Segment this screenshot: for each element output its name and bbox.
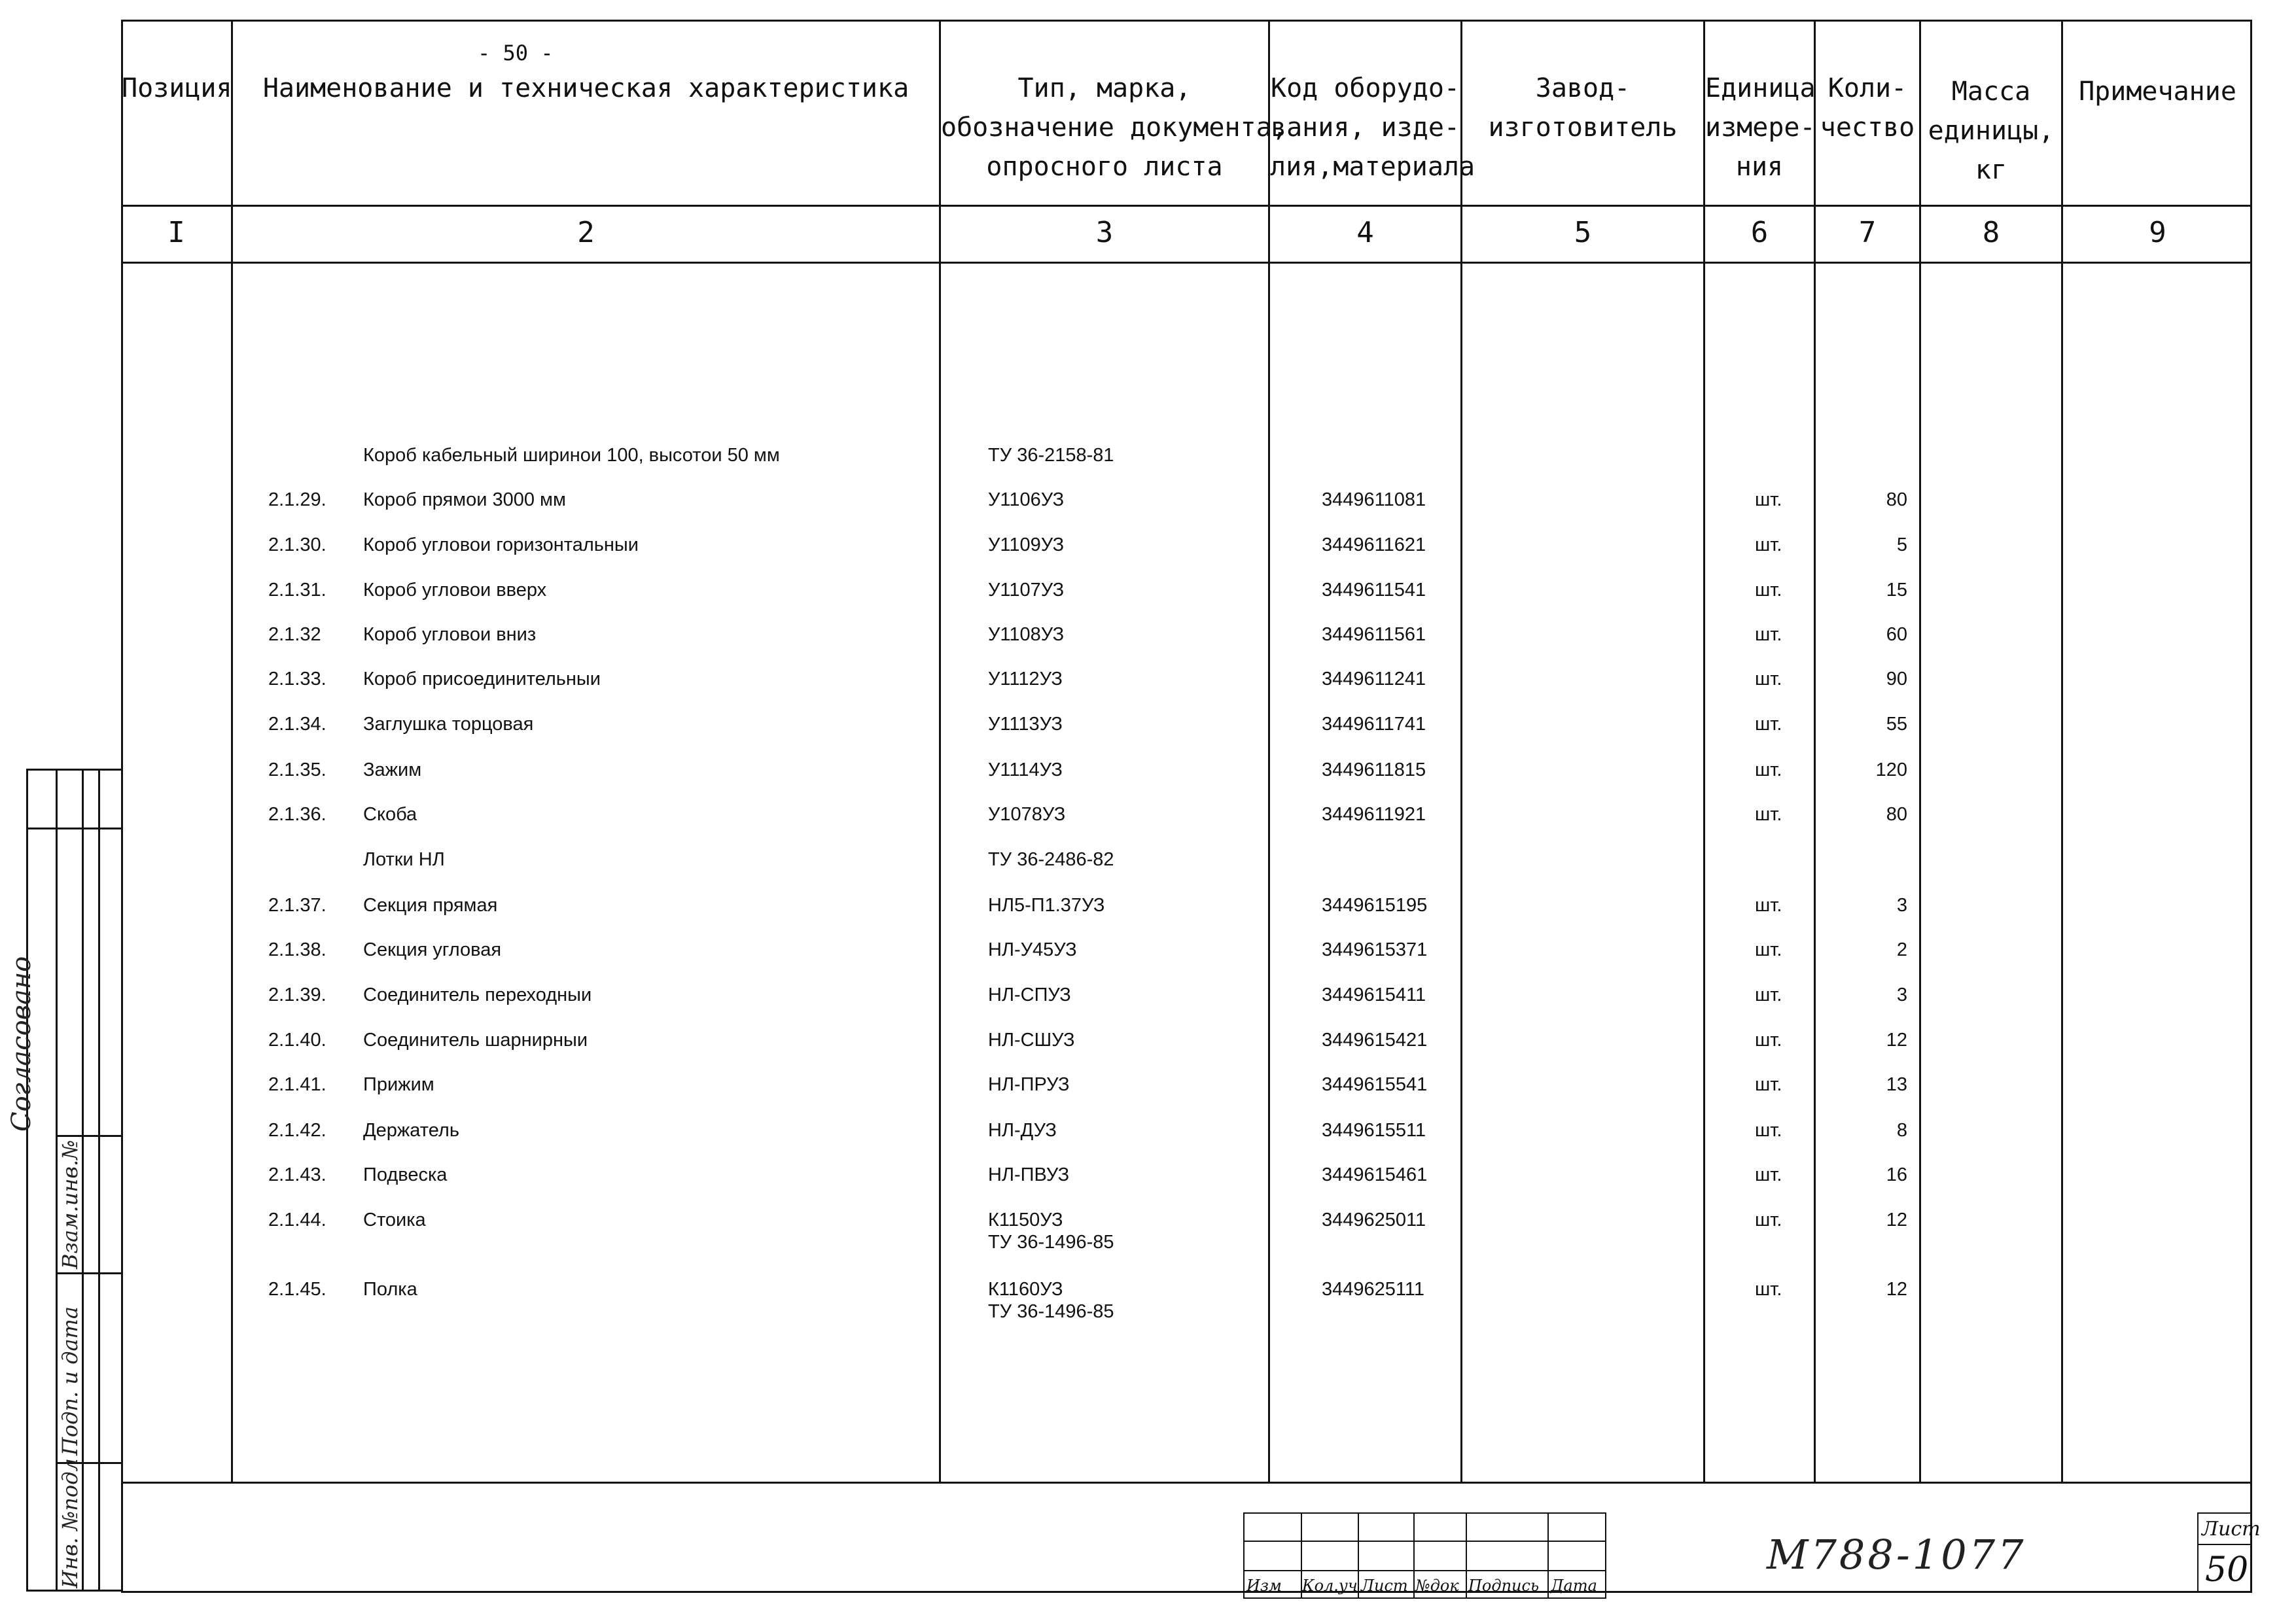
row-code: 3449625011 (1322, 1210, 1426, 1230)
header-qty-line: чество (1820, 113, 1915, 143)
table-row (0, 534, 2296, 574)
header-qty (1816, 69, 1919, 147)
header-mass-line: единицы, (1928, 116, 2055, 146)
header-code-line: лия,материала (1270, 152, 1475, 182)
header-unit-line: измере- (1705, 113, 1816, 143)
table-row (0, 1279, 2296, 1322)
row-type: У1113УЗ (988, 714, 1063, 735)
row-code: 3449615411 (1322, 985, 1426, 1005)
header-bottom-line (121, 205, 2252, 207)
row-code: 3449615461 (1322, 1164, 1428, 1185)
row-code: 3449611241 (1322, 669, 1426, 689)
row-type: ТУ 36-2158-81 (988, 445, 1114, 466)
row-name: Прижим (363, 1074, 434, 1095)
row-type: НЛ5-П1.37УЗ (988, 895, 1105, 916)
row-type: НЛ-СШУЗ (988, 1030, 1075, 1051)
column-number: 5 (1574, 216, 1592, 249)
row-code: 3449611561 (1322, 624, 1426, 645)
row-name: Заглушка торцовая (363, 714, 534, 735)
row-unit: шт. (1755, 580, 1782, 601)
row-unit: шт. (1755, 804, 1782, 825)
row-name: Короб угловои горизонтальныи (363, 534, 639, 555)
row-type: К1160УЗ (988, 1279, 1063, 1300)
header-type-line: опросного листа (986, 152, 1223, 182)
column-number: 6 (1750, 216, 1769, 249)
side-label-replace-inv: Взам.инв.№ (58, 1140, 82, 1269)
table-row (0, 1210, 2296, 1253)
row-name: Короб угловои вниз (363, 624, 537, 645)
header-qty-line: Коли- (1828, 73, 1907, 103)
row-unit: шт. (1755, 1164, 1782, 1185)
row-quantity: 90 (1886, 669, 1907, 689)
body-bottom-line (121, 1482, 2252, 1484)
stamp-label: Подпись (1468, 1577, 1540, 1595)
row-position: 2.1.43. (268, 1164, 327, 1185)
row-code: 3449615541 (1322, 1074, 1428, 1095)
header-unit (1705, 69, 1814, 186)
row-code: 3449625111 (1322, 1279, 1424, 1300)
row-name: Соединитель переходныи (363, 985, 592, 1005)
row-type: К1150УЗ (988, 1210, 1063, 1230)
row-unit: шт. (1755, 714, 1782, 735)
row-name: Короб кабельный ширинои 100, высотои 50 мм (363, 445, 780, 466)
table-row (0, 580, 2296, 619)
row-type: НЛ-ПРУЗ (988, 1074, 1070, 1095)
row-type: У1108УЗ (988, 624, 1065, 645)
row-name: Соединитель шарнирныи (363, 1030, 588, 1051)
column-number: 4 (1356, 216, 1374, 249)
row-quantity: 80 (1886, 489, 1907, 510)
row-quantity: 2 (1896, 939, 1907, 960)
side-line (26, 769, 28, 1590)
side-line (26, 1590, 121, 1592)
column-number: 9 (2149, 216, 2166, 249)
header-position: Позиция (122, 73, 232, 103)
row-name: Короб угловои вверх (363, 580, 547, 601)
row-unit: шт. (1755, 759, 1782, 780)
side-line (26, 769, 121, 771)
column-number: 8 (1982, 216, 2000, 249)
side-line (56, 1135, 121, 1137)
stamp-line (1547, 1512, 1549, 1599)
row-unit: шт. (1755, 895, 1782, 916)
row-unit: шт. (1755, 1210, 1782, 1230)
table-row (0, 624, 2296, 663)
table-row (0, 804, 2296, 843)
row-position: 2.1.44. (268, 1210, 327, 1230)
stamp-line (1243, 1541, 1606, 1542)
row-position: 2.1.42. (268, 1120, 327, 1141)
row-unit: шт. (1755, 534, 1782, 555)
row-position: 2.1.38. (268, 939, 327, 960)
row-name: Короб присоединительныи (363, 669, 601, 689)
row-type: ТУ 36-2486-82 (988, 849, 1114, 870)
row-code: 3449611081 (1322, 489, 1426, 510)
row-type: У1078УЗ (988, 804, 1066, 825)
stamp-label: Кол.уч (1302, 1577, 1358, 1595)
side-line (26, 828, 121, 829)
row-code: 3449615511 (1322, 1120, 1426, 1141)
table-row (0, 985, 2296, 1024)
header-unit-line: ния (1735, 152, 1784, 182)
row-quantity: 5 (1896, 534, 1907, 555)
table-row (0, 1030, 2296, 1069)
row-unit: шт. (1755, 624, 1782, 645)
row-type: У1109УЗ (988, 534, 1065, 555)
header-type (941, 69, 1288, 186)
row-quantity: 13 (1886, 1074, 1907, 1095)
row-position: 2.1.37. (268, 895, 327, 916)
column-number: 2 (577, 216, 595, 249)
header-maker (1462, 69, 1703, 147)
header-maker-line: изготовитель (1488, 113, 1678, 143)
stamp-line (1358, 1512, 1359, 1599)
header-unit-line: Единица (1705, 73, 1816, 103)
row-type-extra: ТУ 36-1496-85 (988, 1232, 1114, 1253)
table-row (0, 849, 2296, 888)
row-position: 2.1.33. (268, 669, 327, 689)
row-code: 3449611921 (1322, 804, 1426, 825)
row-quantity: 55 (1886, 714, 1907, 735)
row-position: 2.1.40. (268, 1030, 327, 1051)
row-quantity: 12 (1886, 1279, 1907, 1300)
row-quantity: 12 (1886, 1210, 1907, 1230)
row-type: У1114УЗ (988, 759, 1063, 780)
row-name: Лотки НЛ (363, 849, 445, 870)
table-row (0, 489, 2296, 529)
row-type: НЛ-У45УЗ (988, 939, 1077, 960)
row-name: Зажим (363, 759, 422, 780)
table-row (0, 714, 2296, 753)
table-row (0, 939, 2296, 979)
stamp-label: Дата (1551, 1577, 1597, 1595)
colnum-bottom-line (121, 262, 2252, 264)
header-mass-line: Масса (1951, 77, 2031, 107)
page-number: - 50 - (478, 41, 554, 65)
row-unit: шт. (1755, 1074, 1782, 1095)
column-number: I (168, 216, 185, 249)
row-code: 3449611621 (1322, 534, 1426, 555)
row-type-extra: ТУ 36-1496-85 (988, 1301, 1114, 1322)
row-quantity: 120 (1875, 759, 1907, 780)
side-label-inv-no: Инв. №подл (58, 1458, 82, 1588)
row-unit: шт. (1755, 985, 1782, 1005)
stamp-line (1413, 1512, 1415, 1599)
row-position: 2.1.30. (268, 534, 327, 555)
row-type: НЛ-ДУЗ (988, 1120, 1057, 1141)
row-code: 3449615195 (1322, 895, 1428, 916)
row-quantity: 80 (1886, 804, 1907, 825)
row-type: НЛ-ПВУЗ (988, 1164, 1070, 1185)
row-quantity: 60 (1886, 624, 1907, 645)
row-code: 3449615421 (1322, 1030, 1428, 1051)
row-type: У1107УЗ (988, 580, 1065, 601)
row-code: 3449611741 (1322, 714, 1426, 735)
row-name: Секция прямая (363, 895, 498, 916)
header-mass-line: кг (1975, 155, 2007, 185)
row-name: Полка (363, 1279, 417, 1300)
stamp-line (1466, 1512, 1467, 1599)
row-position: 2.1.36. (268, 804, 327, 825)
row-unit: шт. (1755, 669, 1782, 689)
header-mass (1921, 72, 2061, 190)
sheet-number: 50 (2205, 1550, 2249, 1590)
row-type: У1106УЗ (988, 489, 1065, 510)
row-position: 2.1.31. (268, 580, 327, 601)
row-quantity: 15 (1886, 580, 1907, 601)
stamp-label: №док (1415, 1577, 1459, 1595)
sheet-box-line (2197, 1544, 2252, 1545)
side-label-sign-date: Подп. и дата (58, 1306, 82, 1455)
table-row (0, 445, 2296, 484)
row-code: 3449611541 (1322, 580, 1426, 601)
table-row (0, 1074, 2296, 1113)
row-type: У1112УЗ (988, 669, 1063, 689)
row-code: 3449615371 (1322, 939, 1428, 960)
row-name: Скоба (363, 804, 417, 825)
row-quantity: 3 (1896, 895, 1907, 916)
sheet-label: Лист (2202, 1518, 2261, 1541)
row-quantity: 3 (1896, 985, 1907, 1005)
row-quantity: 12 (1886, 1030, 1907, 1051)
stamp-line (1243, 1570, 1606, 1571)
row-position: 2.1.29. (268, 489, 327, 510)
column-number: 3 (1095, 216, 1114, 249)
side-line (98, 769, 100, 1590)
document-number: М788-1077 (1767, 1531, 2026, 1578)
row-name: Короб прямои 3000 мм (363, 489, 566, 510)
row-unit: шт. (1755, 489, 1782, 510)
header-type-line: обозначение документа, (941, 113, 1288, 143)
row-unit: шт. (1755, 1120, 1782, 1141)
header-note: Примечание (2079, 77, 2236, 107)
row-position: 2.1.35. (268, 759, 327, 780)
header-name: Наименование и техническая характеристика (262, 73, 910, 103)
header-maker-line: Завод- (1535, 73, 1631, 103)
side-line (56, 1272, 121, 1274)
row-position: 2.1.39. (268, 985, 327, 1005)
row-name: Стоика (363, 1210, 426, 1230)
row-name: Держатель (363, 1120, 459, 1141)
row-type: НЛ-СПУЗ (988, 985, 1071, 1005)
row-name: Подвеска (363, 1164, 448, 1185)
row-unit: шт. (1755, 1279, 1782, 1300)
header-code (1270, 69, 1475, 186)
row-position: 2.1.45. (268, 1279, 327, 1300)
table-row (0, 759, 2296, 799)
header-code-line: Код оборудо- (1271, 73, 1460, 103)
table-row (0, 1164, 2296, 1204)
table-row (0, 669, 2296, 708)
stamp-label: Изм (1246, 1577, 1282, 1595)
column-number: 7 (1858, 216, 1877, 249)
row-position: 2.1.32 (268, 624, 321, 645)
header-type-line: Тип, марка, (1017, 73, 1192, 103)
table-row (0, 1120, 2296, 1159)
row-quantity: 16 (1886, 1164, 1907, 1185)
side-label-agreed: Согласовано (7, 956, 37, 1132)
row-position: 2.1.41. (268, 1074, 327, 1095)
row-name: Секция угловая (363, 939, 502, 960)
row-position: 2.1.34. (268, 714, 327, 735)
stamp-label: Лист (1361, 1577, 1408, 1595)
row-unit: шт. (1755, 939, 1782, 960)
row-code: 3449611815 (1322, 759, 1426, 780)
table-row (0, 895, 2296, 934)
header-code-line: вания, изде- (1271, 113, 1460, 143)
row-unit: шт. (1755, 1030, 1782, 1051)
row-quantity: 8 (1896, 1120, 1907, 1141)
